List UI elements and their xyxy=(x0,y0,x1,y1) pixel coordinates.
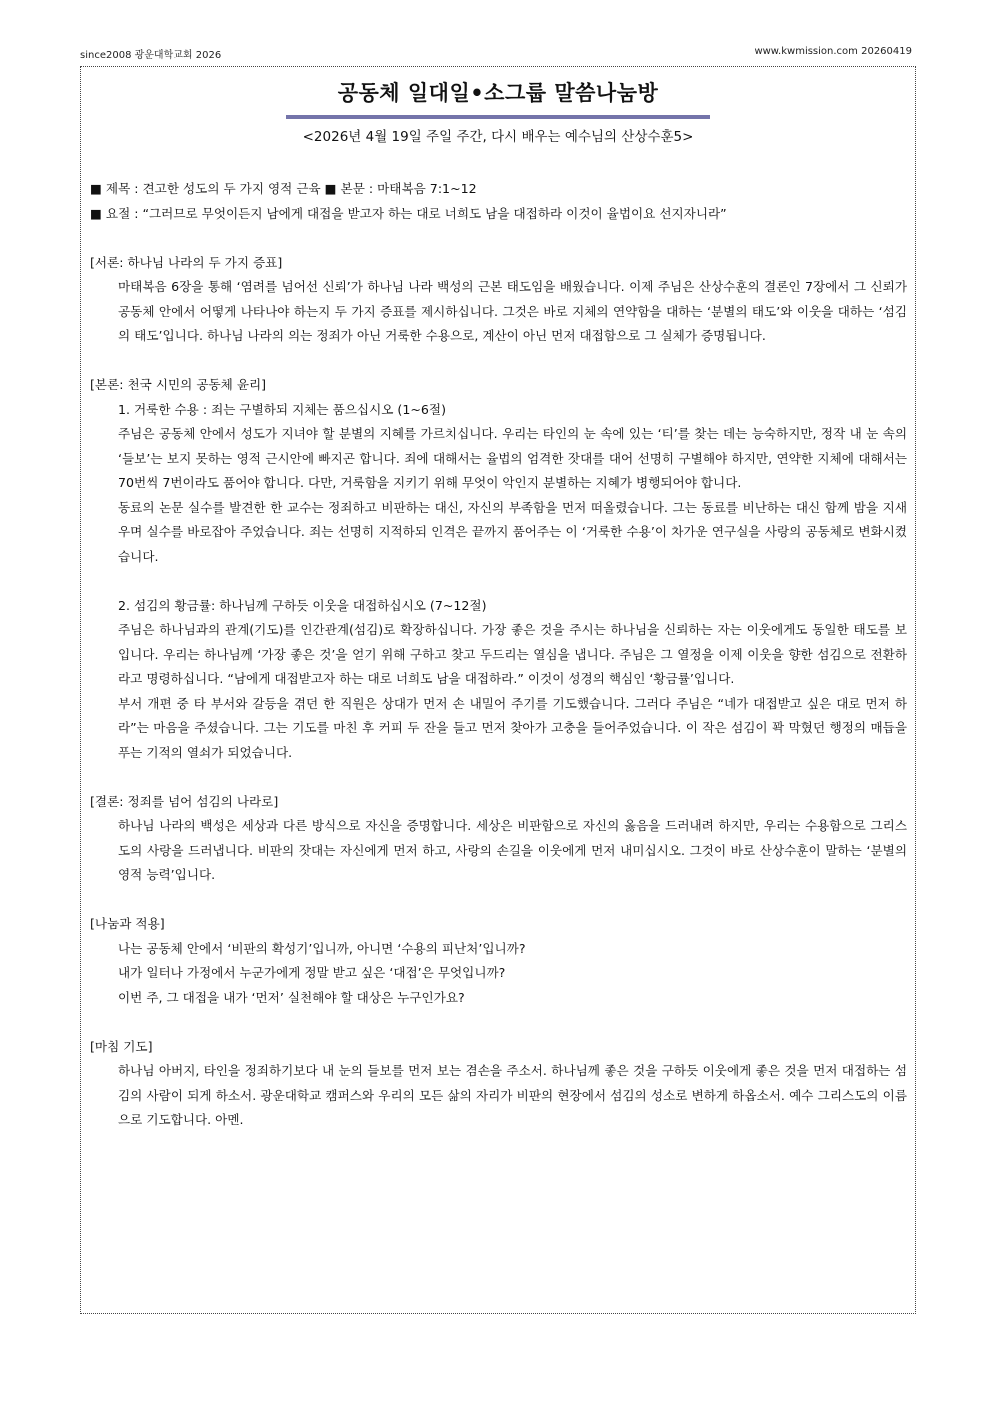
point1-example: 동료의 논문 실수를 발견한 한 교수는 정죄하고 비판하는 대신, 자신의 부족함을 먼저 떠올렸습니다. 그는 동료를 비난하는 대신 함께 밤을 지새우며 실수를 바로잡아 주었습니다. 죄는 선명히 지적하되 인격은 끝까지 품어주는 이 ‘거룩한 수용’이 차가운 연구실을 사랑의 공동체로 변화시켰습니다. xyxy=(118,499,907,564)
meta-verse-line: ■ 요절 : “그러므로 무엇이든지 남에게 대접을 받고자 하는 대로 너희도 남을 대접하라 이것이 율법이요 선지자니라” xyxy=(90,205,727,221)
meta-title-line: ■ 제목 : 견고한 성도의 두 가지 영적 근육 ■ 본문 : 마태복음 7:1~12 xyxy=(90,181,477,196)
header-left: since2008 광운대학교회 2026 xyxy=(80,50,222,61)
header-right: www.kwmission.com 20260419 xyxy=(754,46,912,57)
point2-example: 부서 개편 중 타 부서와 갈등을 겪던 한 직원은 상대가 먼저 손 내밀어 주기를 기도했습니다. 그러다 주님은 “네가 대접받고 싶은 대로 먼저 하라”는 마음을 주셨습니다. 그는 기도를 마친 후 커피 두 잔을 들고 먼저 찾아가 고충을 들어주었습니다. 이 작은 섬김이 꽉 막혔던 행정의 매듭을 푸는 기적의 열쇠가 되었습니다. xyxy=(118,695,907,760)
conclusion-body: 하나님 나라의 백성은 세상과 다른 방식으로 자신을 증명합니다. 세상은 비판함으로 자신의 옳음을 드러내려 하지만, 우리는 수용함으로 그리스도의 사랑을 드러냅니다. 비판의 잣대는 자신에게 먼저 하고, 사랑의 손길을 이웃에게 먼저 내미십시오. 그것이 바로 산상수훈이 말하는 ‘분별의 영적 능력’입니다. xyxy=(118,818,907,882)
title-underline xyxy=(286,115,710,119)
point1-body: 주님은 공동체 안에서 성도가 지녀야 할 분별의 지혜를 가르치십니다. 우리는 타인의 눈 속에 있는 ‘티’를 찾는 데는 능숙하지만, 정작 내 눈 속의 ‘들보’는 보지 못하는 영적 근시안에 빠지곤 합니다. 죄에 대해서는 율법의 엄격한 잣대를 대어 선명히 구별해야 하지만, 연약한 지체에 대해서는 70번씩 7번이라도 품어야 합니다. 다만, 거룩함을 지키기 위해 무엇이 악인지 분별하는 지혜가 병행되어야 합니다. xyxy=(118,426,907,490)
point2-body: 주님은 하나님과의 관계(기도)를 인간관계(섬김)로 확장하십니다. 가장 좋은 것을 주시는 하나님을 신뢰하는 자는 이웃에게도 동일한 태도를 보입니다. 우리는 하나님께 ‘가장 좋은 것’을 얻기 위해 구하고 찾고 두드리는 열심을 냅니다. 주님은 그 열정을 이제 이웃을 향한 섬김으로 전환하라고 명령하십니다. “남에게 대접받고자 하는 대로 너희도 남을 대접하라.” 이것이 성경의 핵심인 ‘황금률’입니다. xyxy=(118,622,907,686)
sharing-question-3: 이번 주, 그 대접을 내가 ‘먼저’ 실천해야 할 대상은 누구인가요? xyxy=(118,989,465,1005)
page-title: 공동체 일대일•소그룹 말씀나눔방 xyxy=(337,81,659,105)
prayer-body: 하나님 아버지, 타인을 정죄하기보다 내 눈의 들보를 먼저 보는 겸손을 주소서. 하나님께 좋은 것을 구하듯 이웃에게 좋은 것을 먼저 대접하는 섬김의 사람이 되게 하소서. 광운대학교 캠퍼스와 우리의 모든 삶의 자리가 비판의 현장에서 섬김의 성소로 변하게 하옵소서. 예수 그리스도의 이름으로 기도합니다. 아멘. xyxy=(118,1063,907,1127)
document-frame xyxy=(80,66,916,1314)
main-heading: [본론: 천국 시민의 공동체 윤리] xyxy=(90,377,267,392)
sharing-heading: [나눔과 적용] xyxy=(90,916,165,931)
prayer-heading: [마침 기도] xyxy=(90,1038,153,1054)
sharing-question-2: 내가 일터나 가정에서 누군가에게 정말 받고 싶은 ‘대접’은 무엇입니까? xyxy=(118,965,506,980)
conclusion-heading: [결론: 정죄를 넘어 섬김의 나라로] xyxy=(90,793,279,809)
intro-heading: [서론: 하나님 나라의 두 가지 증표] xyxy=(90,254,283,270)
page-subtitle: <2026년 4월 19일 주일 주간, 다시 배우는 예수님의 산상수훈5> xyxy=(302,129,694,145)
point1-title: 1. 거룩한 수용 : 죄는 구별하되 지체는 품으십시오 (1~6절) xyxy=(118,401,446,417)
content xyxy=(90,177,907,1133)
point2-title: 2. 섬김의 황금률: 하나님께 구하듯 이웃을 대접하십시오 (7~12절) xyxy=(118,597,487,613)
sharing-question-1: 나는 공동체 안에서 ‘비판의 확성기’입니까, 아니면 ‘수용의 피난처’입니까? xyxy=(118,940,526,956)
intro-body: 마태복음 6장을 통해 ‘염려를 넘어선 신뢰’가 하나님 나라 백성의 근본 태도임을 배웠습니다. 이제 주님은 산상수훈의 결론인 7장에서 그 신뢰가 공동체 안에서 어떻게 나타나야 하는지 두 가지 증표를 제시하십니다. 그것은 바로 지체의 연약함을 대하는 ‘분별의 태도’와 이웃을 대하는 ‘섬김의 태도’입니다. 하나님 나라의 의는 정죄가 아닌 거룩한 수용으로, 계산이 아닌 먼저 대접함으로 그 실체가 증명됩니다. xyxy=(118,279,907,343)
